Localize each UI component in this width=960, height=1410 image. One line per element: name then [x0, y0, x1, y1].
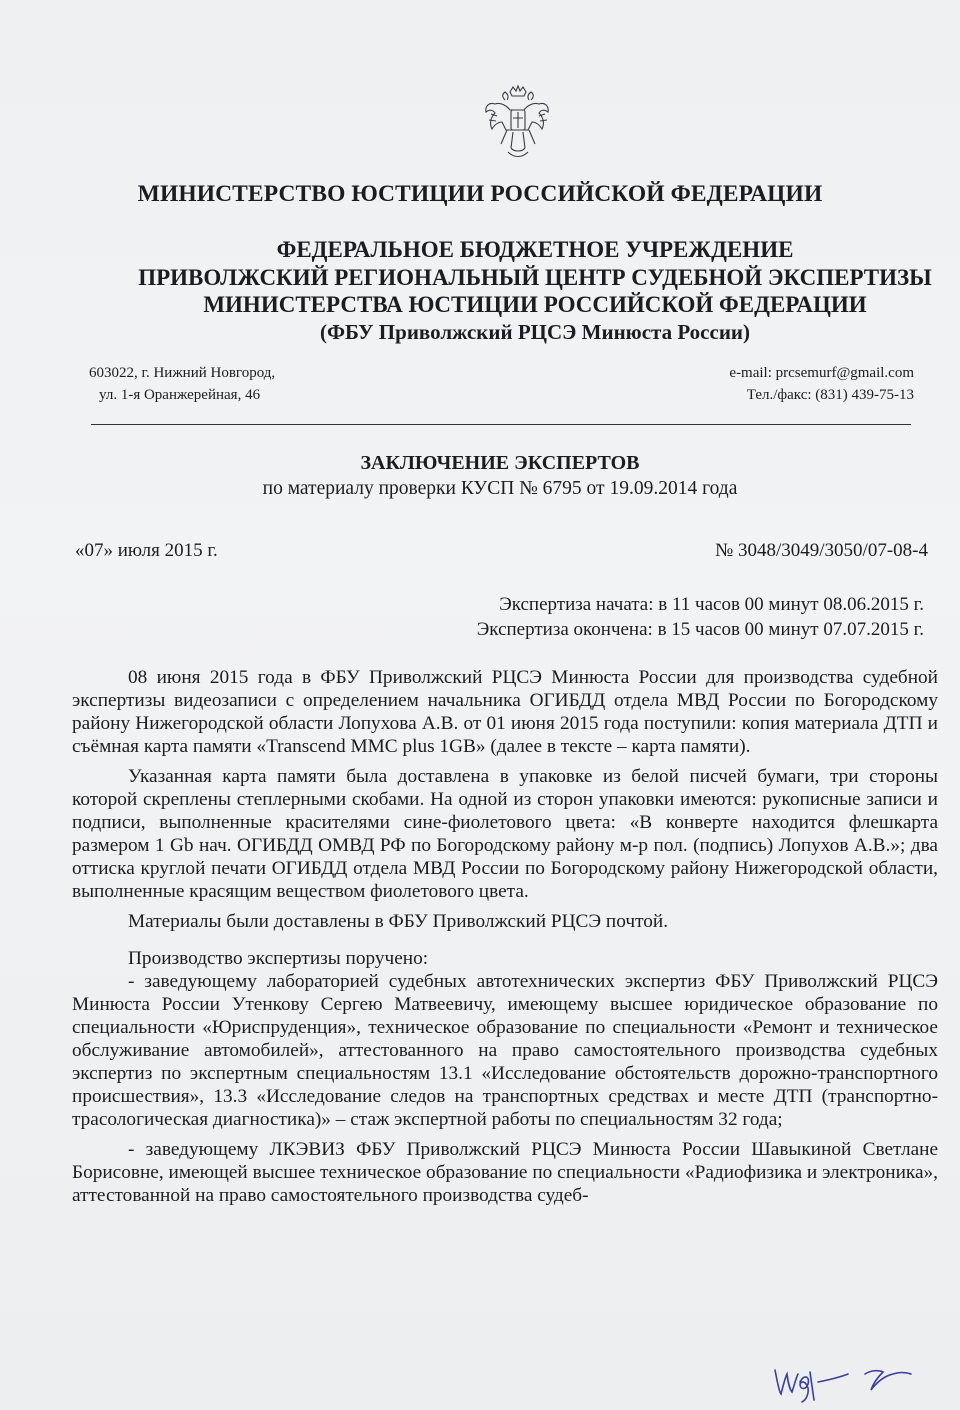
expertise-period — [477, 592, 924, 642]
expertise-finished: Экспертиза окончена: в 15 часов 00 минут 07.07.2015 г. — [476, 619, 924, 640]
organization-name — [0, 236, 960, 346]
org-line: ФЕДЕРАЛЬНОЕ БЮДЖЕТНОЕ УЧРЕЖДЕНИЕ — [276, 237, 794, 262]
document-title: ЗАКЛЮЧЕНИЕ ЭКСПЕРТОВ — [360, 452, 640, 474]
org-line: ПРИВОЛЖСКИЙ РЕГИОНАЛЬНЫЙ ЦЕНТР СУДЕБНОЙ ЭКСПЕРТИЗЫ — [138, 264, 932, 290]
document-subtitle: по материалу проверки КУСП № 6795 от 19.09.2014 года — [262, 478, 738, 499]
paragraph: 08 июня 2015 года в ФБУ Приволжский РЦСЭ Минюста России для производства судебной экспертизы видеозаписи с определением начальника ОГИБДД отдела МВД России по Богородскому району Нижегородской области Лопухова А.В. от 01 июня 2015 года поступили: копия материала ДТП и съёмная карта памяти «Transcend MMC plus 1GB» (далее в тексте – карта памяти). — [72, 667, 938, 757]
paragraph: - заведующему ЛКЭВИЗ ФБУ Приволжский РЦСЭ Минюста России Шавыкиной Светлане Борисовне, имеющей высшее техническое образование по специальности «Радиофизика и электроника», аттестованной на право самостоятельного производства судеб- — [72, 1139, 938, 1206]
document-date: «07» июля 2015 г. — [75, 540, 218, 561]
header-divider — [91, 424, 911, 425]
paragraph: Материалы были доставлены в ФБУ Приволжский РЦСЭ почтой. — [128, 911, 669, 932]
handwritten-signature — [770, 1352, 920, 1407]
postal-address — [89, 362, 275, 406]
paragraph: Указанная карта памяти была доставлена в упаковке из белой писчей бумаги, три стороны которой скреплены степлерными скобами. На одной из сторон упаковки имеются: рукописные записи и подписи, выполненные красителями сине-фиолетового цвета: «В конверте находится флешкарта размером 1 Gb нач. ОГИБДД ОМВД РФ по Богородскому району м-р пол. (подпись) Лопухов А.В.»; два оттиска круглой печати ОГИБДД отдела МВД России по Богородскому району Нижегородской области, выполненные красящим веществом фиолетового цвета. — [72, 766, 938, 902]
expertise-started: Экспертиза начата: в 11 часов 00 минут 08.06.2015 г. — [499, 594, 924, 615]
document-body — [72, 666, 938, 1207]
paragraph: Производство экспертизы поручено: — [128, 948, 429, 969]
paragraph: - заведующему лабораторией судебных автотехнических экспертиз ФБУ Приволжский РЦСЭ Минюста России Утенкову Сергею Матвеевичу, имеющему высшее юридическое образование по специальности «Юриспруденция», техническое образование по специальности «Ремонт и техническое обслуживание автомобилей», аттестованного на право самостоятельного производства судебных экспертиз по экспертным специальностям 13.1 «Исследование обстоятельств дорожно-транспортного происшествия», 13.3 «Исследование следов на транспортных средствах и месте ДТП (транспортно-трасологическая диагностика)» – стаж экспертной работы по специальностям 32 года; — [72, 971, 938, 1130]
email: e-mail: prcsemurf@gmail.com — [729, 365, 914, 381]
org-abbreviation: (ФБУ Приволжский РЦСЭ Минюста России) — [319, 319, 751, 344]
document-number: № 3048/3049/3050/07-08-4 — [715, 540, 928, 561]
contacts — [729, 362, 914, 406]
address-line: ул. 1-я Оранжерейная, 46 — [99, 387, 261, 403]
address-line: 603022, г. Нижний Новгород, — [89, 365, 276, 381]
org-line: МИНИСТЕРСТВА ЮСТИЦИИ РОССИЙСКОЙ ФЕДЕРАЦИИ — [203, 292, 867, 317]
ministry-title: МИНИСТЕРСТВО ЮСТИЦИИ РОССИЙСКОЙ ФЕДЕРАЦИИ — [137, 181, 823, 207]
phone-fax: Тел./факс: (831) 439-75-13 — [746, 387, 914, 403]
double-headed-eagle-emblem — [483, 82, 553, 160]
